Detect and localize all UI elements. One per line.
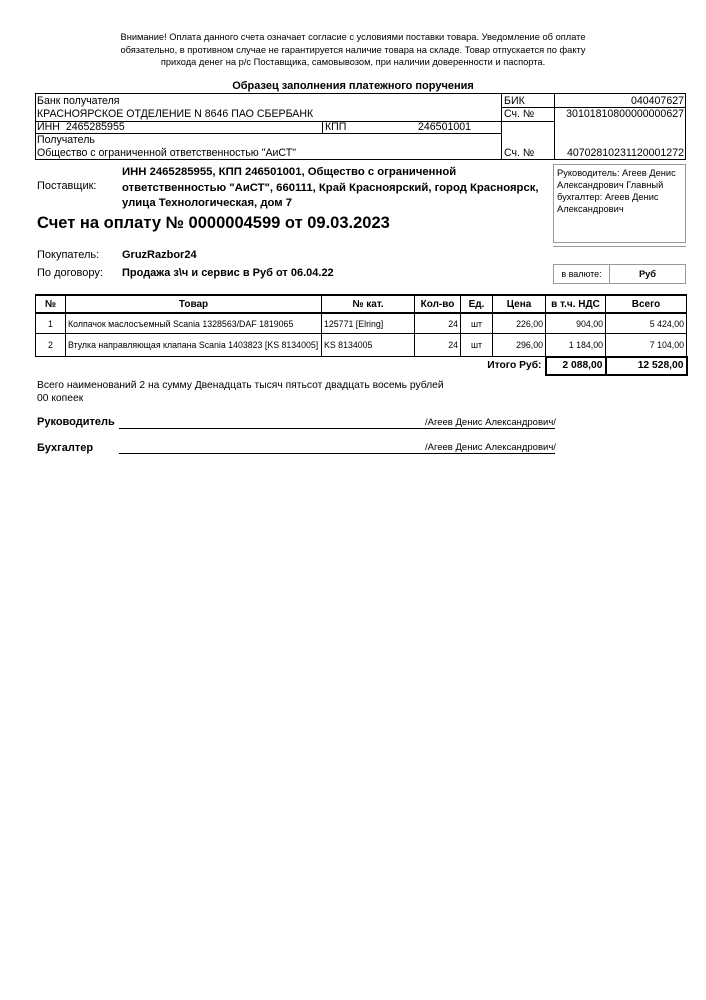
contract-value: Продажа з\ч и сервис в Руб от 06.04.22 [122, 267, 334, 279]
supplier-label: Поставщик: [37, 180, 97, 192]
kpp-label: КПП [325, 121, 347, 133]
row-vat: 1 184,00 [546, 334, 606, 357]
currency-label: в валюте: [553, 264, 610, 284]
invoice-title: Счет на оплату № 0000004599 от 09.03.2023 [37, 214, 390, 232]
row-quantity: 24 [415, 313, 461, 334]
head-signature-label: Руководитель [37, 416, 115, 428]
buyer-label: Покупатель: [37, 249, 100, 261]
signatories-box: Руководитель: Агеев Денис Александрович Главный бухгалтер: Агеев Денис Александрович [553, 164, 686, 243]
total-sum: 12 528,00 [606, 357, 687, 375]
amount-in-words: Всего наименований 2 на сумму Двенадцать тысяч пятьсот двадцать восемь рублей 00 копеек [37, 380, 444, 404]
row-unit: шт [461, 334, 493, 357]
buyer-value: GruzRazbor24 [122, 249, 197, 261]
head-signature-name: /Агеев Денис Александрович/ [425, 417, 556, 428]
row-product: Колпачок маслосъемный Scania 1328563/DAF 1819065 [66, 313, 322, 334]
payment-sample-title: Образец заполнения платежного поручения [232, 80, 474, 92]
header-product: Товар [66, 295, 322, 313]
table-header-row [36, 295, 687, 313]
table-row [36, 334, 687, 357]
recipient-label: Получатель [37, 134, 95, 146]
accountant-signature-line [119, 453, 555, 454]
header-number: № [36, 295, 66, 313]
bik-value: 040407627 [630, 95, 684, 107]
corr-account-label: Сч. № [504, 108, 535, 120]
items-table [35, 294, 688, 376]
row-number: 1 [36, 313, 66, 334]
total-label: Итого Руб: [487, 360, 542, 372]
row-vat: 904,00 [546, 313, 606, 334]
row-total: 7 104,00 [606, 334, 687, 357]
supplier-details: ИНН 2465285955, КПП 246501001, Общество с ограниченной ответственностью "АиСТ", 660111, Край Красноярский, город Красноярск, улица Технологическая, дом 7 [122, 166, 539, 209]
row-product: Втулка направляющая клапана Scania 1403823 [KS 8134005] [66, 334, 322, 357]
bank-details-table [35, 93, 686, 160]
inn-label: ИНН [37, 121, 60, 133]
recipient-bank-label: Банк получателя [37, 95, 120, 107]
row-price: 226,00 [493, 313, 546, 334]
head-signature-line [119, 428, 555, 429]
inn-value: 2465285955 [65, 121, 125, 133]
account-value: 40702810231120001272 [566, 147, 684, 159]
header-unit: Ед. [461, 295, 493, 313]
header-vat: в т.ч. НДС [546, 295, 606, 313]
kpp-value: 246501001 [418, 121, 472, 133]
account-label: Сч. № [504, 147, 535, 159]
totals-row [36, 357, 687, 375]
recipient-bank-name: КРАСНОЯРСКОЕ ОТДЕЛЕНИЕ N 8646 ПАО СБЕРБАНК [37, 108, 314, 120]
recipient-name: Общество с ограниченной ответственностью "АиСТ" [37, 147, 296, 159]
row-number: 2 [36, 334, 66, 357]
header-total: Всего [606, 295, 687, 313]
header-quantity: Кол-во [415, 295, 461, 313]
row-catalog-number: 125771 [Elring] [322, 313, 415, 334]
header-catalog-number: № кат. [322, 295, 415, 313]
row-price: 296,00 [493, 334, 546, 357]
corr-account-value: 30101810800000000627 [566, 108, 684, 120]
row-total: 5 424,00 [606, 313, 687, 334]
row-unit: шт [461, 313, 493, 334]
header-price: Цена [493, 295, 546, 313]
row-catalog-number: KS 8134005 [322, 334, 415, 357]
table-row [36, 313, 687, 334]
accountant-signature-name: /Агеев Денис Александрович/ [425, 442, 556, 453]
payment-notice: Внимание! Оплата данного счета означает согласие с условиями поставки товара. Уведомление об оплате обязательно, в противном случае не гарантируется наличие товара на складе. Товар отпускается по факту прихода денег на р/с Поставщика, самовывозом, при наличии доверенности и паспорта. [120, 32, 586, 67]
accountant-signature-label: Бухгалтер [37, 442, 94, 454]
bik-label: БИК [504, 95, 525, 107]
row-quantity: 24 [415, 334, 461, 357]
currency-value: Руб [610, 264, 686, 284]
signatories-divider [553, 246, 686, 247]
contract-label: По договору: [37, 267, 103, 279]
total-vat: 2 088,00 [546, 357, 606, 375]
